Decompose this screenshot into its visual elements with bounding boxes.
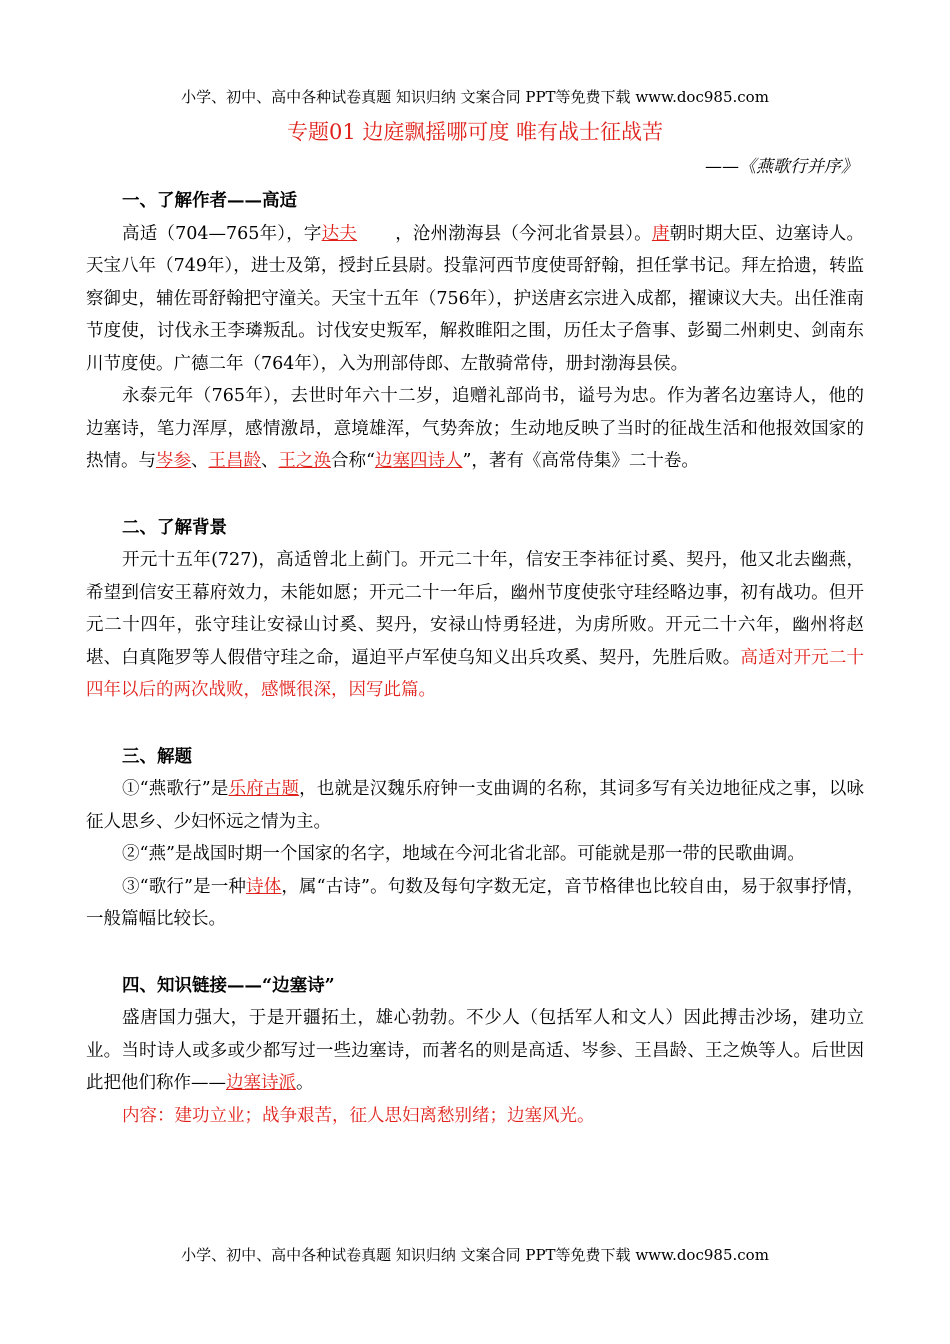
title-analysis-point-2: ②“燕”是战国时期一个国家的名字，地域在今河北省北部。可能就是那一带的民歌曲调。: [122, 844, 805, 864]
link-four-frontier-poets[interactable]: 边塞四诗人: [374, 451, 463, 471]
title-analysis-point-3: ③“歌行”是一种诗体，属“古诗”。句数及每句字数无定，音节格律也比较自由，易于叙事抒情，一般篇幅比较长。: [86, 876, 864, 929]
author-paragraph-1: 高适（704—765年），字达夫 ，沧州渤海县（今河北省景县）。唐朝时期大臣、边塞诗人。天宝八年（749年），进士及第，授封丘县尉。投靠河西节度使哥舒翰，担任掌书记。拜左拾遗，转监察御史，辅佐哥舒翰把守潼关。天宝十五年（756年），护送唐玄宗进入成都，擢谏议大夫。出任淮南节度使，讨伐永王李璘叛乱。讨伐安史叛军，解救睢阳之围，历任太子詹事、彭蜀二州刺史、剑南东川节度使。广德二年（764年），入为刑部侍郎、左散骑常侍，册封渤海县侯。: [86, 223, 865, 374]
link-wang-changling[interactable]: 王昌龄: [208, 451, 261, 471]
section-heading-knowledge-link: 四、知识链接——“边塞诗”: [122, 975, 335, 996]
link-frontier-school[interactable]: 边塞诗派: [226, 1073, 296, 1093]
content-summary: 内容：建功立业；战争艰苦，征人思妇离愁别绪；边塞风光。: [122, 1105, 595, 1126]
knowledge-paragraph: 盛唐国力强大，于是开疆拓土，雄心勃勃。不少人（包括军人和文人）因此搏击沙场，建功立业。当时诗人或多或少都写过一些边塞诗，而著名的则是高适、岑参、王昌龄、王之焕等人。后世因此把他们称作——边塞诗派。: [86, 1008, 864, 1093]
author-paragraph-2: 永泰元年（765年），去世时年六十二岁，追赠礼部尚书，谥号为忠。作为著名边塞诗人，他的边塞诗，笔力浑厚，感情激昂，意境雄浑，气势奔放；生动地反映了当时的征战生活和他报效国家的热情。与岑参、王昌龄、王之涣合称“边塞四诗人”，著有《高常侍集》二十卷。: [86, 386, 864, 471]
section-heading-author: 一、了解作者——高适: [122, 191, 297, 211]
link-yuefu[interactable]: 乐府古题: [228, 779, 300, 799]
source-attribution: ——《燕歌行并序》: [705, 157, 858, 177]
highlight-text: 高适对开元二十四年以后的两次战败，感慨很深，因写此篇。: [86, 647, 865, 700]
page-footer: 小学、初中、高中各种试卷真题 知识归纳 文案合同 PPT等免费下载 www.doc985.com: [181, 1246, 769, 1264]
page-header: 小学、初中、高中各种试卷真题 知识归纳 文案合同 PPT等免费下载 www.doc985.com: [181, 88, 769, 106]
link-cen-shen[interactable]: 岑参: [156, 451, 191, 471]
link-dafu[interactable]: 达夫: [321, 223, 357, 244]
document-body: [86, 185, 864, 1132]
background-paragraph: 开元十五年(727)，高适曾北上蓟门。开元二十年，信安王李祎征讨奚、契丹，他又北去幽燕，希望到信安王幕府效力，未能如愿；开元二十一年后，幽州节度使张守珪经略边事，初有战功。但开元二十四年，张守珪让安禄山讨奚、契丹，安禄山恃勇轻进，为虏所败。开元二十六年，幽州将赵堪、白真陁罗等人假借守珪之命，逼迫平卢军使乌知义出兵攻奚、契丹，先胜后败。高适对开元二十四年以后的两次战败，感慨很深，因写此篇。: [86, 550, 865, 700]
document-title: 专题01 边庭飘摇哪可度 唯有战士征战苦: [286, 120, 664, 144]
title-analysis-point-1: ①“燕歌行”是乐府古题，也就是汉魏乐府钟一支曲调的名称，其词多写有关边地征戍之事，以咏征人思乡、少妇怀远之情为主。: [86, 779, 865, 832]
section-heading-background: 二、了解背景: [122, 517, 227, 538]
link-tang[interactable]: 唐: [651, 223, 670, 244]
link-wang-zhihuan[interactable]: 王之涣: [278, 451, 331, 471]
section-heading-title-analysis: 三、解题: [122, 746, 192, 767]
link-poetry-form[interactable]: 诗体: [246, 876, 282, 897]
